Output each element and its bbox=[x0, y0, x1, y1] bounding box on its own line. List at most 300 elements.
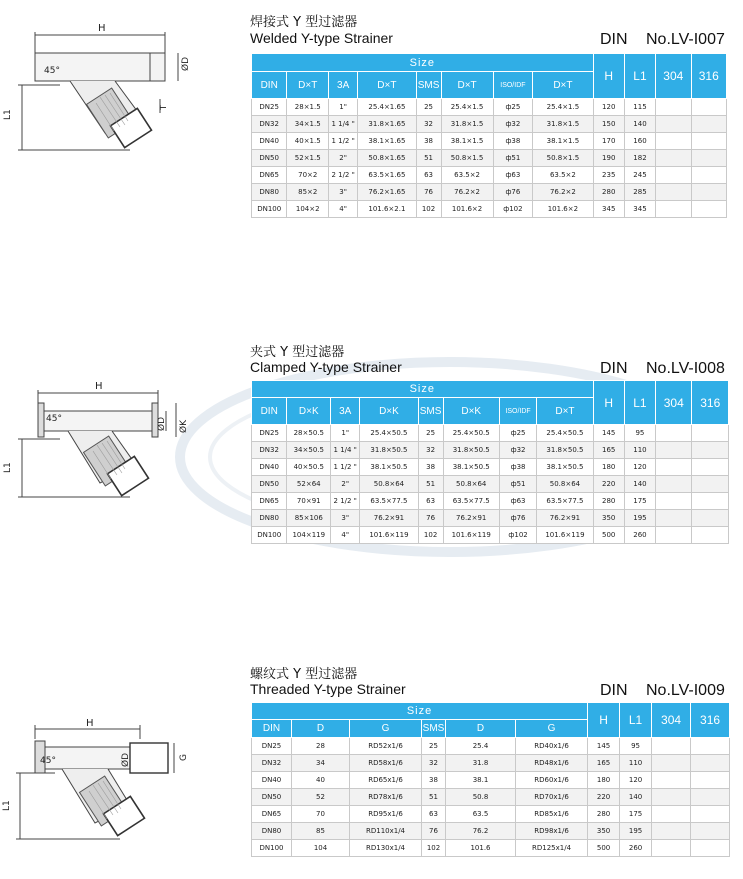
column-header: D×K bbox=[443, 398, 499, 425]
table-cell: 63.5×77.5 bbox=[537, 493, 593, 510]
table-cell: 165 bbox=[588, 755, 620, 772]
table-cell: DN40 bbox=[252, 459, 287, 476]
threaded-strainer-drawing bbox=[0, 715, 240, 855]
table-cell: 345 bbox=[624, 201, 655, 218]
table-cell: DN32 bbox=[252, 442, 287, 459]
table-cell: DN40 bbox=[252, 133, 287, 150]
table-cell: 32 bbox=[418, 442, 443, 459]
table-cell: 2" bbox=[329, 150, 358, 167]
table-cell: 40 bbox=[292, 772, 350, 789]
table-row bbox=[252, 738, 730, 755]
table-cell: 2 1/2 " bbox=[329, 167, 358, 184]
table-cell: 165 bbox=[593, 442, 624, 459]
table-row bbox=[252, 459, 729, 476]
table-cell: DN50 bbox=[252, 150, 287, 167]
clamped-h-label: H bbox=[95, 381, 103, 392]
table-cell: 63 bbox=[422, 806, 446, 823]
table-cell: 76 bbox=[416, 184, 441, 201]
table-cell: RD48x1/6 bbox=[516, 755, 588, 772]
table-cell: 63.5×2 bbox=[441, 167, 493, 184]
table-cell: DN65 bbox=[252, 167, 287, 184]
material-304-cell bbox=[652, 772, 691, 789]
material-304-header: 304 bbox=[656, 381, 692, 425]
table-cell: ф51 bbox=[499, 476, 536, 493]
material-316-header: 316 bbox=[691, 54, 727, 99]
table-cell: RD130x1/4 bbox=[350, 840, 422, 857]
table-row bbox=[252, 116, 727, 133]
material-316-cell bbox=[691, 167, 727, 184]
table-cell: DN32 bbox=[252, 116, 287, 133]
table-cell: 25.4×1.65 bbox=[358, 99, 416, 116]
table-cell: 63.5×2 bbox=[533, 167, 593, 184]
column-header: D×T bbox=[537, 398, 593, 425]
table-cell: RD40x1/6 bbox=[516, 738, 588, 755]
table-cell: 38.1×1.65 bbox=[358, 133, 416, 150]
material-316-cell bbox=[691, 99, 727, 116]
table-cell: 28 bbox=[292, 738, 350, 755]
table-cell: 85×2 bbox=[287, 184, 329, 201]
table-cell: 195 bbox=[620, 823, 652, 840]
table-cell: 104×119 bbox=[287, 527, 331, 544]
table-row bbox=[252, 823, 730, 840]
welded-h-label: H bbox=[98, 23, 106, 34]
clamped-standard: DIN bbox=[600, 360, 628, 377]
table-cell: 25 bbox=[416, 99, 441, 116]
table-cell: DN65 bbox=[252, 806, 292, 823]
material-304-cell bbox=[656, 476, 692, 493]
table-cell: 31.8×50.5 bbox=[443, 442, 499, 459]
table-cell: 102 bbox=[422, 840, 446, 857]
table-cell: 28×1.5 bbox=[287, 99, 329, 116]
table-cell: 285 bbox=[624, 184, 655, 201]
table-cell: 280 bbox=[593, 184, 624, 201]
welded-spec-table bbox=[251, 53, 727, 218]
table-cell: 140 bbox=[620, 789, 652, 806]
material-316-cell bbox=[691, 840, 730, 857]
table-cell: 102 bbox=[418, 527, 443, 544]
table-cell: 1" bbox=[331, 425, 360, 442]
table-cell: 25.4×50.5 bbox=[360, 425, 418, 442]
table-cell: 28×50.5 bbox=[287, 425, 331, 442]
table-cell: DN40 bbox=[252, 772, 292, 789]
h-header: H bbox=[593, 381, 624, 425]
table-cell: 280 bbox=[593, 493, 624, 510]
table-cell: 52×64 bbox=[287, 476, 331, 493]
threaded-title-cn: 螺纹式 Y 型过滤器 bbox=[250, 667, 358, 682]
table-cell: 170 bbox=[593, 133, 624, 150]
material-304-cell bbox=[652, 840, 691, 857]
table-cell: 76 bbox=[418, 510, 443, 527]
size-header: Size bbox=[252, 381, 594, 398]
material-316-cell bbox=[691, 738, 730, 755]
material-304-cell bbox=[656, 527, 692, 544]
table-cell: 110 bbox=[624, 442, 655, 459]
table-cell: 345 bbox=[593, 201, 624, 218]
table-cell: DN25 bbox=[252, 425, 287, 442]
table-cell: 38.1×1.5 bbox=[441, 133, 493, 150]
column-header: DIN bbox=[252, 398, 287, 425]
threaded-g-label: G bbox=[179, 754, 189, 761]
material-316-cell bbox=[692, 476, 729, 493]
table-cell: 220 bbox=[593, 476, 624, 493]
h-header: H bbox=[588, 703, 620, 738]
table-row bbox=[252, 201, 727, 218]
table-cell: 32 bbox=[422, 755, 446, 772]
material-316-cell bbox=[692, 425, 729, 442]
welded-t-label: T bbox=[159, 105, 168, 110]
table-cell: 350 bbox=[588, 823, 620, 840]
table-cell: DN80 bbox=[252, 184, 287, 201]
table-cell: 31.8×1.5 bbox=[441, 116, 493, 133]
table-cell: 101.6×119 bbox=[443, 527, 499, 544]
table-cell: DN80 bbox=[252, 823, 292, 840]
material-316-header: 316 bbox=[692, 381, 729, 425]
table-row bbox=[252, 806, 730, 823]
l1-header: L1 bbox=[624, 54, 655, 99]
material-304-cell bbox=[656, 133, 691, 150]
table-cell: 25 bbox=[422, 738, 446, 755]
table-cell: 34×50.5 bbox=[287, 442, 331, 459]
table-cell: 50.8×1.5 bbox=[533, 150, 593, 167]
column-header: 3A bbox=[331, 398, 360, 425]
material-304-header: 304 bbox=[656, 54, 691, 99]
table-cell: 101.6×2 bbox=[533, 201, 593, 218]
table-row bbox=[252, 789, 730, 806]
material-316-header: 316 bbox=[691, 703, 730, 738]
table-cell: RD78x1/6 bbox=[350, 789, 422, 806]
table-cell: 25.4×1.5 bbox=[441, 99, 493, 116]
table-cell: DN100 bbox=[252, 201, 287, 218]
column-header: D×T bbox=[533, 72, 593, 99]
table-row bbox=[252, 510, 729, 527]
table-cell: 25.4×50.5 bbox=[537, 425, 593, 442]
table-cell: 101.6×2 bbox=[441, 201, 493, 218]
table-cell: 235 bbox=[593, 167, 624, 184]
table-cell: 51 bbox=[416, 150, 441, 167]
column-header: D×T bbox=[441, 72, 493, 99]
table-cell: 2 1/2 " bbox=[331, 493, 360, 510]
material-316-cell bbox=[692, 442, 729, 459]
welded-strainer-drawing bbox=[0, 15, 240, 165]
table-cell: DN80 bbox=[252, 510, 287, 527]
table-cell: ф102 bbox=[499, 527, 536, 544]
threaded-h-label: H bbox=[86, 718, 94, 729]
table-cell: 76.2×1.65 bbox=[358, 184, 416, 201]
material-304-cell bbox=[656, 510, 692, 527]
table-cell: 1 1/2 " bbox=[329, 133, 358, 150]
table-cell: 31.8×50.5 bbox=[360, 442, 418, 459]
table-cell: 50.8×64 bbox=[537, 476, 593, 493]
table-row bbox=[252, 425, 729, 442]
table-cell: DN50 bbox=[252, 789, 292, 806]
material-304-cell bbox=[652, 806, 691, 823]
l1-header: L1 bbox=[624, 381, 655, 425]
material-304-cell bbox=[656, 99, 691, 116]
table-cell: 120 bbox=[593, 99, 624, 116]
material-316-cell bbox=[691, 201, 727, 218]
table-cell: 140 bbox=[624, 116, 655, 133]
table-cell: 140 bbox=[624, 476, 655, 493]
table-cell: 1 1/4 " bbox=[329, 116, 358, 133]
table-row bbox=[252, 755, 730, 772]
table-row bbox=[252, 476, 729, 493]
table-cell: 120 bbox=[620, 772, 652, 789]
table-cell: 76.2×91 bbox=[360, 510, 418, 527]
welded-model-number: No.LV-I007 bbox=[646, 31, 725, 48]
table-cell: 160 bbox=[624, 133, 655, 150]
table-cell: 145 bbox=[588, 738, 620, 755]
clamped-title-en: Clamped Y-type Strainer bbox=[250, 359, 402, 375]
welded-table-body bbox=[252, 99, 727, 218]
welded-d-label: ØD bbox=[181, 56, 191, 71]
material-316-cell bbox=[691, 789, 730, 806]
table-cell: 25.4×50.5 bbox=[443, 425, 499, 442]
table-cell: 4" bbox=[329, 201, 358, 218]
column-header: 3A bbox=[329, 72, 358, 99]
table-cell: 3" bbox=[329, 184, 358, 201]
table-cell: 101.6×119 bbox=[537, 527, 593, 544]
material-304-cell bbox=[652, 738, 691, 755]
table-cell: 38 bbox=[422, 772, 446, 789]
table-cell: 101.6 bbox=[446, 840, 516, 857]
table-cell: 38 bbox=[416, 133, 441, 150]
table-cell: ф102 bbox=[493, 201, 533, 218]
table-cell: 25.4×1.5 bbox=[533, 99, 593, 116]
table-cell: DN32 bbox=[252, 755, 292, 772]
material-304-cell bbox=[656, 425, 692, 442]
table-cell: 25.4 bbox=[446, 738, 516, 755]
table-cell: 63 bbox=[416, 167, 441, 184]
table-cell: DN25 bbox=[252, 99, 287, 116]
table-cell: 63 bbox=[418, 493, 443, 510]
column-header: DIN bbox=[252, 720, 292, 738]
table-cell: 95 bbox=[624, 425, 655, 442]
table-cell: RD65x1/6 bbox=[350, 772, 422, 789]
column-header: D×T bbox=[287, 72, 329, 99]
table-cell: 38.1×50.5 bbox=[360, 459, 418, 476]
table-row bbox=[252, 772, 730, 789]
column-header: D×K bbox=[360, 398, 418, 425]
table-cell: 50.8×64 bbox=[360, 476, 418, 493]
material-316-cell bbox=[692, 510, 729, 527]
l1-header: L1 bbox=[620, 703, 652, 738]
column-header: SMS bbox=[418, 398, 443, 425]
table-row bbox=[252, 133, 727, 150]
welded-angle-label: 45° bbox=[44, 66, 60, 76]
table-cell: 260 bbox=[624, 527, 655, 544]
clamped-strainer-drawing bbox=[0, 373, 240, 513]
table-cell: 25 bbox=[418, 425, 443, 442]
table-cell: 101.6×2.1 bbox=[358, 201, 416, 218]
threaded-standard: DIN bbox=[600, 682, 628, 699]
table-cell: 85×106 bbox=[287, 510, 331, 527]
table-cell: 76.2×91 bbox=[443, 510, 499, 527]
table-row bbox=[252, 442, 729, 459]
clamped-spec-table bbox=[251, 380, 729, 544]
material-304-cell bbox=[656, 459, 692, 476]
table-cell: 34×1.5 bbox=[287, 116, 329, 133]
table-cell: DN65 bbox=[252, 493, 287, 510]
table-cell: 38.1×50.5 bbox=[443, 459, 499, 476]
table-cell: 63.5×77.5 bbox=[443, 493, 499, 510]
table-cell: 31.8×1.5 bbox=[533, 116, 593, 133]
table-cell: ф63 bbox=[499, 493, 536, 510]
size-header: Size bbox=[252, 54, 594, 72]
threaded-angle-label: 45° bbox=[40, 756, 56, 766]
table-cell: 1" bbox=[329, 99, 358, 116]
material-316-cell bbox=[691, 150, 727, 167]
table-cell: 280 bbox=[588, 806, 620, 823]
table-row bbox=[252, 527, 729, 544]
table-cell: 40×50.5 bbox=[287, 459, 331, 476]
table-cell: 4" bbox=[331, 527, 360, 544]
material-316-cell bbox=[691, 184, 727, 201]
table-cell: ф38 bbox=[493, 133, 533, 150]
table-cell: DN100 bbox=[252, 840, 292, 857]
table-cell: ф25 bbox=[493, 99, 533, 116]
clamped-model-number: No.LV-I008 bbox=[646, 360, 725, 377]
table-cell: 180 bbox=[588, 772, 620, 789]
clamped-angle-label: 45° bbox=[46, 414, 62, 424]
table-cell: 51 bbox=[418, 476, 443, 493]
table-cell: 220 bbox=[588, 789, 620, 806]
table-row bbox=[252, 840, 730, 857]
table-cell: 76.2×2 bbox=[533, 184, 593, 201]
table-cell: 32 bbox=[416, 116, 441, 133]
column-header: D×T bbox=[358, 72, 416, 99]
table-cell: DN50 bbox=[252, 476, 287, 493]
table-cell: 350 bbox=[593, 510, 624, 527]
material-304-cell bbox=[656, 201, 691, 218]
material-316-cell bbox=[691, 806, 730, 823]
table-row bbox=[252, 184, 727, 201]
table-cell: 70×91 bbox=[287, 493, 331, 510]
table-cell: 85 bbox=[292, 823, 350, 840]
table-cell: 195 bbox=[624, 510, 655, 527]
table-cell: 115 bbox=[624, 99, 655, 116]
material-316-cell bbox=[691, 823, 730, 840]
table-cell: 1 1/2 " bbox=[331, 459, 360, 476]
table-cell: RD95x1/6 bbox=[350, 806, 422, 823]
material-304-cell bbox=[656, 150, 691, 167]
table-cell: RD125x1/4 bbox=[516, 840, 588, 857]
table-cell: 1 1/4 " bbox=[331, 442, 360, 459]
table-cell: ф32 bbox=[499, 442, 536, 459]
table-cell: 76.2×91 bbox=[537, 510, 593, 527]
table-cell: RD110x1/4 bbox=[350, 823, 422, 840]
material-304-cell bbox=[656, 116, 691, 133]
table-cell: 95 bbox=[620, 738, 652, 755]
threaded-model-number: No.LV-I009 bbox=[646, 682, 725, 699]
threaded-title-en: Threaded Y-type Strainer bbox=[250, 681, 406, 697]
material-316-cell bbox=[691, 116, 727, 133]
table-cell: 31.8 bbox=[446, 755, 516, 772]
material-304-cell bbox=[652, 823, 691, 840]
table-row bbox=[252, 150, 727, 167]
welded-standard: DIN bbox=[600, 31, 628, 48]
column-header: D bbox=[292, 720, 350, 738]
table-cell: 3" bbox=[331, 510, 360, 527]
material-316-cell bbox=[691, 755, 730, 772]
table-cell: 180 bbox=[593, 459, 624, 476]
clamped-d-label: ØD bbox=[157, 416, 167, 431]
section-threaded bbox=[0, 655, 743, 879]
clamped-l1-label: L1 bbox=[3, 462, 13, 473]
section-clamped bbox=[0, 333, 743, 573]
table-cell: 260 bbox=[620, 840, 652, 857]
material-304-header: 304 bbox=[652, 703, 691, 738]
table-cell: 110 bbox=[620, 755, 652, 772]
table-cell: ф63 bbox=[493, 167, 533, 184]
table-cell: ф76 bbox=[499, 510, 536, 527]
table-cell: 52 bbox=[292, 789, 350, 806]
section-welded bbox=[0, 0, 743, 240]
material-316-cell bbox=[692, 459, 729, 476]
material-316-cell bbox=[691, 772, 730, 789]
material-304-cell bbox=[656, 184, 691, 201]
table-cell: RD85x1/6 bbox=[516, 806, 588, 823]
table-cell: RD52x1/6 bbox=[350, 738, 422, 755]
table-cell: 70×2 bbox=[287, 167, 329, 184]
column-header: G bbox=[350, 720, 422, 738]
table-cell: ф38 bbox=[499, 459, 536, 476]
table-cell: 500 bbox=[593, 527, 624, 544]
table-cell: DN100 bbox=[252, 527, 287, 544]
table-cell: RD98x1/6 bbox=[516, 823, 588, 840]
material-304-cell bbox=[656, 167, 691, 184]
material-304-cell bbox=[656, 442, 692, 459]
h-header: H bbox=[593, 54, 624, 99]
table-cell: 52×1.5 bbox=[287, 150, 329, 167]
clamped-k-label: ØK bbox=[179, 420, 189, 433]
table-cell: 182 bbox=[624, 150, 655, 167]
column-header: DIN bbox=[252, 72, 287, 99]
table-cell: 38.1×50.5 bbox=[537, 459, 593, 476]
table-cell: 190 bbox=[593, 150, 624, 167]
table-cell: 76.2 bbox=[446, 823, 516, 840]
table-cell: 245 bbox=[624, 167, 655, 184]
threaded-d-label: ØD bbox=[121, 752, 131, 767]
welded-title-cn: 焊接式 Y 型过滤器 bbox=[250, 15, 358, 30]
material-304-cell bbox=[652, 755, 691, 772]
table-cell: ф32 bbox=[493, 116, 533, 133]
table-row bbox=[252, 167, 727, 184]
table-cell: 120 bbox=[624, 459, 655, 476]
table-cell: 40×1.5 bbox=[287, 133, 329, 150]
table-cell: 34 bbox=[292, 755, 350, 772]
table-cell: 31.8×50.5 bbox=[537, 442, 593, 459]
material-316-cell bbox=[692, 493, 729, 510]
table-cell: 500 bbox=[588, 840, 620, 857]
threaded-table-body bbox=[252, 738, 730, 857]
table-cell: 63.5 bbox=[446, 806, 516, 823]
table-cell: DN25 bbox=[252, 738, 292, 755]
table-cell: 50.8×1.65 bbox=[358, 150, 416, 167]
column-header: ISO/IDF bbox=[499, 398, 536, 425]
table-cell: 31.8×1.65 bbox=[358, 116, 416, 133]
table-cell: 70 bbox=[292, 806, 350, 823]
table-cell: ф25 bbox=[499, 425, 536, 442]
table-cell: 76.2×2 bbox=[441, 184, 493, 201]
welded-l1-label: L1 bbox=[3, 109, 13, 120]
table-cell: 38.1 bbox=[446, 772, 516, 789]
table-cell: 76 bbox=[422, 823, 446, 840]
clamped-title-cn: 夹式 Y 型过滤器 bbox=[250, 345, 345, 360]
column-header: SMS bbox=[422, 720, 446, 738]
table-cell: 50.8×1.5 bbox=[441, 150, 493, 167]
table-cell: 175 bbox=[620, 806, 652, 823]
table-cell: 104 bbox=[292, 840, 350, 857]
